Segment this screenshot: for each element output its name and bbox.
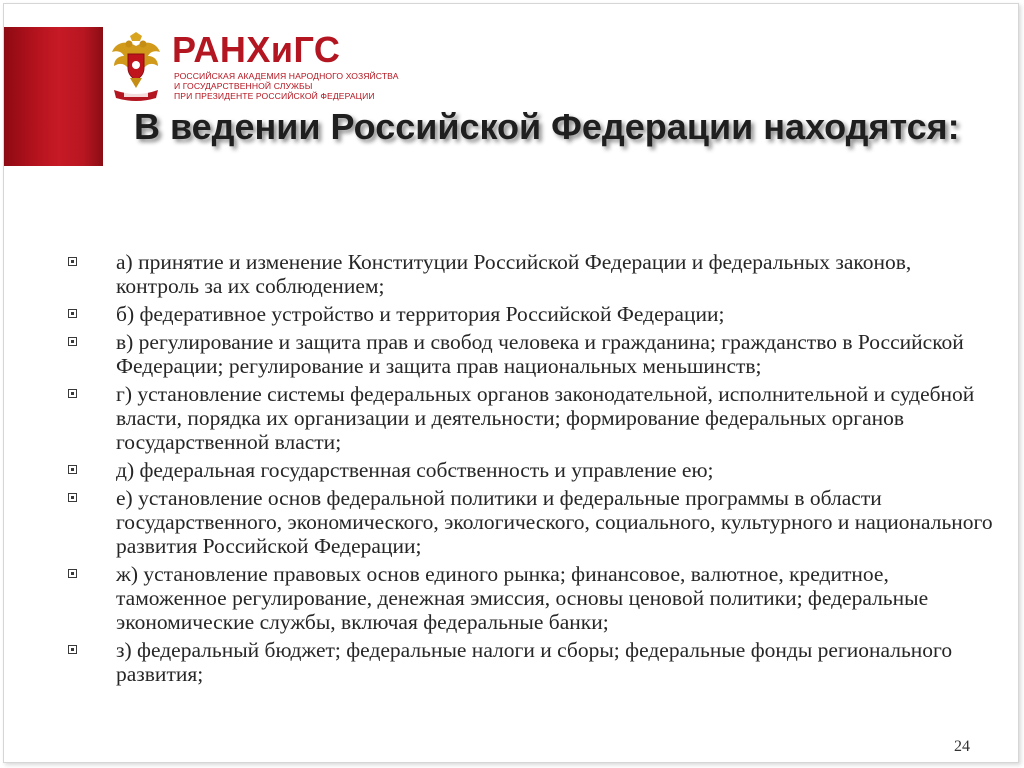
square-bullet-icon (68, 389, 77, 398)
square-bullet-icon (68, 493, 77, 502)
list-item (68, 458, 998, 482)
bullet-list (68, 250, 998, 690)
list-item-text: д) федеральная государственная собственность и управление ею; (116, 458, 714, 482)
square-bullet-icon (68, 569, 77, 578)
list-item-text: е) установление основ федеральной политики и федеральные программы в области государственного, экономического, экологического, социального, культурного и национального развития Российской Федерации; (116, 486, 993, 558)
logo-subtitle-line: И ГОСУДАРСТВЕННОЙ СЛУЖБЫ (174, 80, 313, 91)
square-bullet-icon (68, 309, 77, 318)
list-item (68, 302, 998, 326)
list-item-text: а) принятие и изменение Конституции Российской Федерации и федеральных законов, контроль за их соблюдением; (116, 250, 912, 298)
red-accent-bar (4, 27, 103, 166)
list-item-text: б) федеративное устройство и территория Российской Федерации; (116, 302, 725, 326)
square-bullet-icon (68, 257, 77, 266)
list-item-text: г) установление системы федеральных органов законодательной, исполнительной и судебной власти, порядка их организации и деятельности; формирование федеральных органов государственной власти; (116, 382, 975, 454)
page-number: 24 (954, 738, 970, 755)
square-bullet-icon (68, 337, 77, 346)
square-bullet-icon (68, 465, 77, 474)
list-item (68, 638, 998, 686)
list-item (68, 330, 998, 378)
double-headed-eagle-emblem-icon (110, 32, 162, 104)
logo-subtitle (174, 71, 399, 101)
list-item (68, 382, 998, 454)
logo-title: РАНХиГС (172, 29, 341, 70)
list-item-text: ж) установление правовых основ единого рынка; финансовое, валютное, кредитное, таможенное регулирование, денежная эмиссия, основы ценовой политики; федеральные экономические службы, включая федеральные банки; (116, 562, 929, 634)
logo-subtitle-line: ПРИ ПРЕЗИДЕНТЕ РОССИЙСКОЙ ФЕДЕРАЦИИ (174, 90, 375, 101)
logo-subtitle-line: РОССИЙСКАЯ АКАДЕМИЯ НАРОДНОГО ХОЗЯЙСТВА (174, 71, 399, 81)
list-item (68, 486, 998, 558)
list-item-text: в) регулирование и защита прав и свобод человека и гражданина; гражданство в Российской Федерации; регулирование и защита прав национальных меньшинств; (116, 330, 964, 378)
list-item (68, 562, 998, 634)
list-item (68, 250, 998, 298)
square-bullet-icon (68, 645, 77, 654)
list-item-text: з) федеральный бюджет; федеральные налоги и сборы; федеральные фонды регионального развития; (116, 638, 953, 686)
slide-title: В ведении Российской Федерации находятся: (134, 106, 960, 147)
